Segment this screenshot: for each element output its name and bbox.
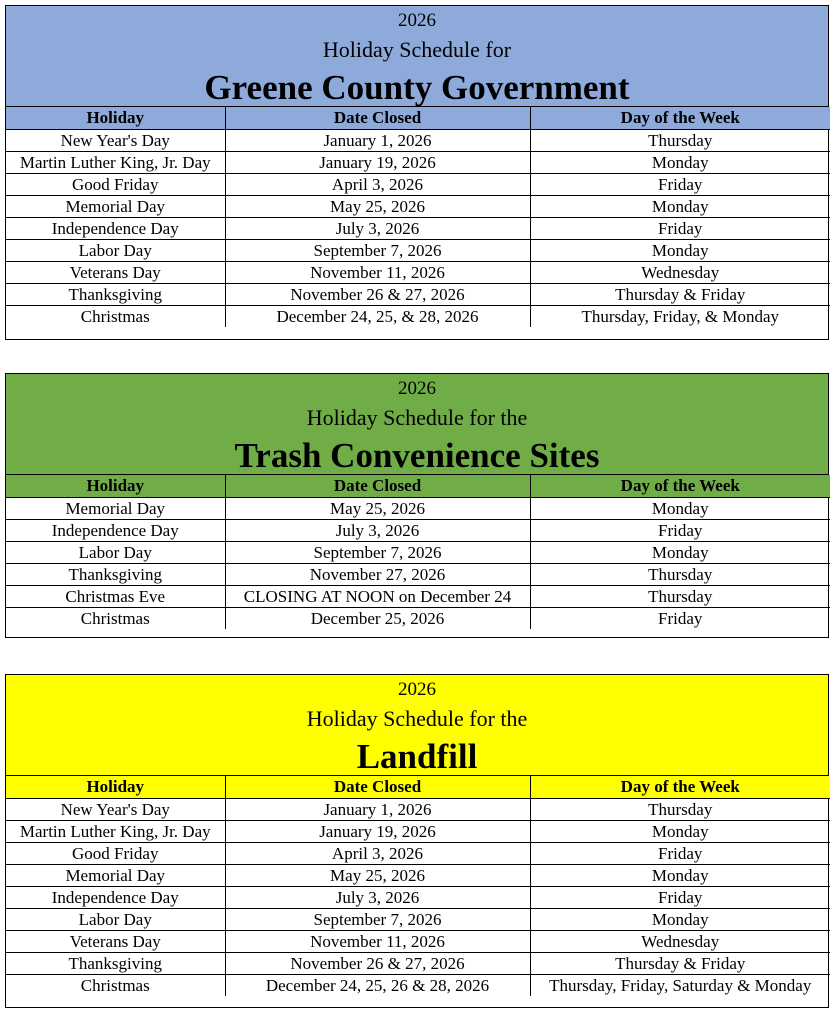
government-subtitle: Holiday Schedule for — [322, 37, 512, 62]
date-closed-cell: November 26 & 27, 2026 — [225, 952, 530, 974]
day-of-week-cell: Thursday & Friday — [530, 952, 830, 974]
table-row — [6, 217, 830, 239]
landfill-holiday-table — [6, 776, 830, 996]
column-header-date-closed: Date Closed — [225, 776, 530, 798]
holiday-cell: Memorial Day — [6, 497, 225, 519]
holiday-cell: Christmas — [6, 974, 225, 996]
day-of-week-cell: Thursday — [530, 585, 830, 607]
day-of-week-cell: Monday — [530, 820, 830, 842]
table-row — [6, 497, 830, 519]
column-header-holiday: Holiday — [6, 475, 225, 497]
holiday-cell: Thanksgiving — [6, 563, 225, 585]
holiday-cell: Thanksgiving — [6, 283, 225, 305]
column-header-holiday: Holiday — [6, 776, 225, 798]
holiday-cell: Veterans Day — [6, 261, 225, 283]
trash-schedule-section — [5, 373, 829, 638]
day-of-week-cell: Thursday — [530, 563, 830, 585]
day-of-week-cell: Monday — [530, 151, 830, 173]
day-of-week-cell: Monday — [530, 195, 830, 217]
column-header-day-of-week: Day of the Week — [530, 475, 830, 497]
date-closed-cell: May 25, 2026 — [225, 195, 530, 217]
date-closed-cell: November 27, 2026 — [225, 563, 530, 585]
table-row — [6, 195, 830, 217]
table-row — [6, 886, 830, 908]
column-header-holiday: Holiday — [6, 107, 225, 129]
landfill-header-row — [6, 776, 830, 798]
table-row — [6, 908, 830, 930]
table-row — [6, 798, 830, 820]
holiday-cell: New Year's Day — [6, 798, 225, 820]
day-of-week-cell: Wednesday — [530, 261, 830, 283]
column-header-day-of-week: Day of the Week — [530, 107, 830, 129]
column-header-date-closed: Date Closed — [225, 475, 530, 497]
government-schedule-section — [5, 5, 829, 340]
holiday-cell: Good Friday — [6, 173, 225, 195]
table-row — [6, 239, 830, 261]
trash-holiday-table — [6, 475, 830, 629]
government-header-row — [6, 107, 830, 129]
holiday-cell: Christmas Eve — [6, 585, 225, 607]
day-of-week-cell: Friday — [530, 173, 830, 195]
holiday-cell: Christmas — [6, 305, 225, 327]
trash-subtitle: Holiday Schedule for the — [306, 405, 528, 430]
table-row — [6, 607, 830, 629]
holiday-cell: New Year's Day — [6, 129, 225, 151]
landfill-title: Landfill — [356, 737, 478, 776]
table-row — [6, 129, 830, 151]
table-row — [6, 952, 830, 974]
day-of-week-cell: Monday — [530, 908, 830, 930]
holiday-cell: Memorial Day — [6, 195, 225, 217]
date-closed-cell: November 11, 2026 — [225, 930, 530, 952]
day-of-week-cell: Thursday, Friday, & Monday — [530, 305, 830, 327]
date-closed-cell: July 3, 2026 — [225, 217, 530, 239]
landfill-table-body — [6, 798, 830, 996]
table-row — [6, 151, 830, 173]
table-row — [6, 261, 830, 283]
trash-header-row — [6, 475, 830, 497]
day-of-week-cell: Friday — [530, 217, 830, 239]
date-closed-cell: September 7, 2026 — [225, 239, 530, 261]
trash-year: 2026 — [398, 378, 436, 399]
trash-table-body — [6, 497, 830, 629]
date-closed-cell: January 19, 2026 — [225, 820, 530, 842]
table-row — [6, 563, 830, 585]
landfill-title-block — [6, 675, 828, 776]
day-of-week-cell: Monday — [530, 541, 830, 563]
date-closed-cell: May 25, 2026 — [225, 497, 530, 519]
date-closed-cell: September 7, 2026 — [225, 541, 530, 563]
holiday-cell: Christmas — [6, 607, 225, 629]
table-row — [6, 541, 830, 563]
trash-title-block — [6, 374, 828, 475]
table-row — [6, 864, 830, 886]
government-title: Greene County Government — [204, 68, 630, 107]
date-closed-cell: May 25, 2026 — [225, 864, 530, 886]
column-header-day-of-week: Day of the Week — [530, 776, 830, 798]
table-row — [6, 842, 830, 864]
date-closed-cell: July 3, 2026 — [225, 519, 530, 541]
government-holiday-table — [6, 107, 830, 327]
day-of-week-cell: Friday — [530, 607, 830, 629]
table-row — [6, 173, 830, 195]
date-closed-cell: December 24, 25, 26 & 28, 2026 — [225, 974, 530, 996]
holiday-cell: Good Friday — [6, 842, 225, 864]
landfill-schedule-section — [5, 674, 829, 1008]
government-title-block — [6, 6, 828, 107]
date-closed-cell: CLOSING AT NOON on December 24 — [225, 585, 530, 607]
day-of-week-cell: Thursday, Friday, Saturday & Monday — [530, 974, 830, 996]
holiday-cell: Labor Day — [6, 908, 225, 930]
column-header-date-closed: Date Closed — [225, 107, 530, 129]
holiday-cell: Thanksgiving — [6, 952, 225, 974]
date-closed-cell: November 26 & 27, 2026 — [225, 283, 530, 305]
date-closed-cell: January 1, 2026 — [225, 798, 530, 820]
table-row — [6, 930, 830, 952]
government-table-body — [6, 129, 830, 327]
date-closed-cell: January 19, 2026 — [225, 151, 530, 173]
landfill-subtitle: Holiday Schedule for the — [306, 706, 528, 731]
day-of-week-cell: Monday — [530, 864, 830, 886]
date-closed-cell: November 11, 2026 — [225, 261, 530, 283]
table-row — [6, 519, 830, 541]
day-of-week-cell: Monday — [530, 239, 830, 261]
day-of-week-cell: Monday — [530, 497, 830, 519]
government-year: 2026 — [398, 10, 436, 31]
holiday-cell: Memorial Day — [6, 864, 225, 886]
holiday-cell: Labor Day — [6, 239, 225, 261]
day-of-week-cell: Thursday — [530, 129, 830, 151]
day-of-week-cell: Friday — [530, 842, 830, 864]
table-row — [6, 305, 830, 327]
holiday-cell: Independence Day — [6, 886, 225, 908]
holiday-cell: Labor Day — [6, 541, 225, 563]
date-closed-cell: April 3, 2026 — [225, 842, 530, 864]
date-closed-cell: December 25, 2026 — [225, 607, 530, 629]
table-row — [6, 283, 830, 305]
holiday-cell: Independence Day — [6, 217, 225, 239]
day-of-week-cell: Thursday & Friday — [530, 283, 830, 305]
day-of-week-cell: Wednesday — [530, 930, 830, 952]
table-row — [6, 820, 830, 842]
date-closed-cell: January 1, 2026 — [225, 129, 530, 151]
day-of-week-cell: Friday — [530, 519, 830, 541]
table-row — [6, 974, 830, 996]
holiday-cell: Veterans Day — [6, 930, 225, 952]
date-closed-cell: July 3, 2026 — [225, 886, 530, 908]
date-closed-cell: April 3, 2026 — [225, 173, 530, 195]
holiday-cell: Independence Day — [6, 519, 225, 541]
day-of-week-cell: Thursday — [530, 798, 830, 820]
date-closed-cell: September 7, 2026 — [225, 908, 530, 930]
date-closed-cell: December 24, 25, & 28, 2026 — [225, 305, 530, 327]
landfill-year: 2026 — [398, 679, 436, 700]
holiday-cell: Martin Luther King, Jr. Day — [6, 820, 225, 842]
holiday-cell: Martin Luther King, Jr. Day — [6, 151, 225, 173]
day-of-week-cell: Friday — [530, 886, 830, 908]
table-row — [6, 585, 830, 607]
trash-title: Trash Convenience Sites — [234, 436, 600, 475]
